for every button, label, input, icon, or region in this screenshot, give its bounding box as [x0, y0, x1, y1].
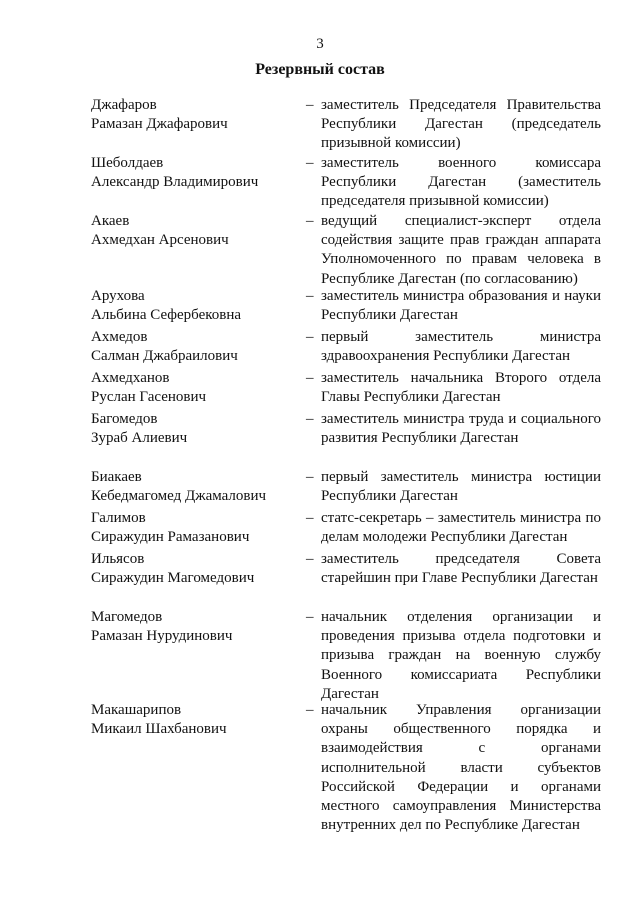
- member-given-names: Сиражудин Магомедович: [91, 570, 255, 587]
- member-given-names: Альбина Сефербековна: [91, 307, 242, 324]
- dash-separator: –: [306, 510, 314, 526]
- member-position: начальник Управления организации охраны общественного порядка и взаимодействия с органами исполнительной власти субъектов Российской Федерации и органами местного самоуправления Министерства внутренних дел по Республике Дагестан: [321, 702, 601, 834]
- member-position: статс-секретарь – заместитель министра по делам молодежи Республики Дагестан: [321, 510, 601, 546]
- member-given-names: Александр Владимирович: [91, 174, 259, 191]
- member-name: [91, 509, 301, 547]
- member-name: [91, 154, 301, 192]
- member-given-names: Рамазан Джафарович: [91, 116, 228, 133]
- member-surname: Багомедов: [91, 411, 158, 427]
- member-position: первый заместитель министра юстиции Республики Дагестан: [321, 469, 601, 505]
- dash-separator: –: [306, 411, 314, 427]
- member-position: заместитель министра образования и науки Республики Дагестан: [321, 288, 601, 324]
- dash-separator: –: [306, 370, 314, 386]
- member-surname: Ахмедов: [91, 329, 148, 345]
- member-given-names: Сиражудин Рамазанович: [91, 529, 250, 546]
- dash-separator: –: [306, 213, 314, 229]
- dash-separator: –: [306, 288, 314, 304]
- dash-separator: –: [306, 329, 314, 345]
- member-position: первый заместитель министра здравоохранения Республики Дагестан: [321, 329, 601, 365]
- member-surname: Ахмедханов: [91, 370, 170, 386]
- member-name: [91, 410, 301, 448]
- dash-separator: –: [306, 551, 314, 567]
- member-position: заместитель военного комиссара Республики Дагестан (заместитель председателя призывной комиссии): [321, 155, 601, 210]
- member-position: ведущий специалист-эксперт отдела содействия защите прав граждан аппарата Уполномоченного по правам человека в Республике Дагестан (по согласованию): [321, 213, 601, 287]
- dash-separator: –: [306, 155, 314, 171]
- member-given-names: Микаил Шахбанович: [91, 721, 227, 738]
- member-given-names: Кебедмагомед Джамалович: [91, 488, 267, 505]
- member-position: заместитель начальника Второго отдела Главы Республики Дагестан: [321, 370, 601, 406]
- member-name: [91, 287, 301, 325]
- member-surname: Биакаев: [91, 469, 142, 485]
- member-given-names: Ахмедхан Арсенович: [91, 232, 229, 249]
- member-name: [91, 328, 301, 366]
- member-name: [91, 212, 301, 250]
- dash-separator: –: [306, 97, 314, 113]
- dash-separator: –: [306, 609, 314, 625]
- member-position: заместитель министра труда и социального развития Республики Дагестан: [321, 411, 601, 447]
- member-surname: Галимов: [91, 510, 146, 526]
- member-position: заместитель Председателя Правительства Республики Дагестан (председатель призывной комиссии): [321, 97, 601, 152]
- member-position: начальник отделения организации и проведения призыва отдела подготовки и призыва граждан на военную службу Военного комиссариата Республики Дагестан: [321, 609, 601, 702]
- member-given-names: Зураб Алиевич: [91, 430, 188, 447]
- member-surname: Джафаров: [91, 97, 157, 113]
- member-surname: Ильясов: [91, 551, 145, 567]
- member-given-names: Салман Джабраилович: [91, 348, 238, 365]
- member-surname: Шеболдаев: [91, 155, 164, 171]
- member-surname: Акаев: [91, 213, 130, 229]
- member-surname: Магомедов: [91, 609, 163, 625]
- member-given-names: Рамазан Нурудинович: [91, 628, 233, 645]
- member-surname: Арухова: [91, 288, 145, 304]
- page-number: 3: [316, 36, 324, 52]
- member-position: заместитель председателя Совета старейшин при Главе Республики Дагестан: [321, 551, 601, 587]
- dash-separator: –: [306, 702, 314, 718]
- member-name: [91, 369, 301, 407]
- member-name: [91, 608, 301, 646]
- member-name: [91, 96, 301, 134]
- member-given-names: Руслан Гасенович: [91, 389, 207, 406]
- member-name: [91, 550, 301, 588]
- dash-separator: –: [306, 469, 314, 485]
- member-surname: Макашарипов: [91, 702, 182, 718]
- section-title: Резервный состав: [255, 61, 385, 78]
- member-name: [91, 701, 301, 739]
- member-name: [91, 468, 301, 506]
